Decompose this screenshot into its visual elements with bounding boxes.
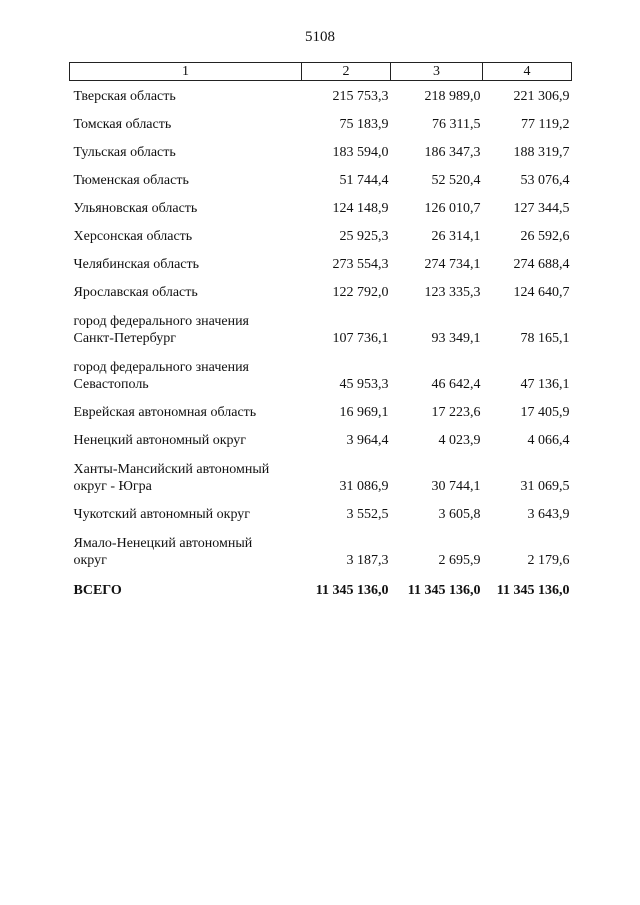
region-name-line-1: Ямало-Ненецкий автономный (73, 536, 253, 551)
region-name: Еврейская автономная область (73, 405, 257, 420)
value-col-3: 4 023,9 (438, 433, 481, 448)
total-col-4: 11 345 136,0 (496, 583, 570, 598)
value-col-4: 77 119,2 (521, 117, 570, 132)
region-name: Тульская область (73, 145, 176, 160)
region-name: Тюменская область (73, 173, 189, 188)
value-col-2: 31 086,9 (339, 479, 389, 494)
value-col-2: 45 953,3 (339, 377, 389, 392)
region-name: Тверская область (73, 89, 176, 104)
value-col-2: 122 792,0 (332, 285, 389, 300)
table-row (70, 449, 572, 495)
column-header-3: 3 (391, 63, 483, 81)
table-row (70, 495, 572, 523)
column-header-4: 4 (483, 63, 572, 81)
value-col-2: 25 925,3 (339, 229, 389, 244)
region-name: Томская область (73, 117, 172, 132)
value-col-2: 75 183,9 (339, 117, 389, 132)
value-col-2: 273 554,3 (332, 257, 389, 272)
table-total-row (70, 569, 572, 599)
value-col-3: 123 335,3 (424, 285, 481, 300)
value-col-3: 186 347,3 (424, 145, 481, 160)
value-col-4: 4 066,4 (527, 433, 570, 448)
value-col-4: 17 405,9 (520, 405, 570, 420)
region-name: Ярославская область (73, 285, 198, 300)
value-col-4: 2 179,6 (527, 553, 570, 568)
value-col-2: 3 552,5 (346, 507, 389, 522)
value-col-2: 107 736,1 (332, 331, 389, 346)
table-row (70, 81, 572, 106)
value-col-4: 3 643,9 (527, 507, 570, 522)
value-col-2: 3 187,3 (346, 553, 389, 568)
table-row (70, 133, 572, 161)
region-name: Ульяновская область (73, 201, 198, 216)
table-row (70, 523, 572, 569)
value-col-3: 17 223,6 (431, 405, 481, 420)
value-col-2: 16 969,1 (339, 405, 389, 420)
region-name-line-1: город федерального значения (73, 314, 249, 329)
value-col-4: 53 076,4 (520, 173, 570, 188)
page-number: 5108 (305, 29, 335, 45)
value-col-2: 51 744,4 (339, 173, 389, 188)
table-row (70, 347, 572, 393)
table-row (70, 189, 572, 217)
value-col-3: 46 642,4 (431, 377, 481, 392)
value-col-4: 26 592,6 (520, 229, 570, 244)
value-col-3: 52 520,4 (431, 173, 481, 188)
region-name (70, 347, 302, 393)
region-name-line-1: город федерального значения (73, 360, 249, 375)
column-header-1: 1 (70, 63, 302, 81)
value-col-2: 124 148,9 (332, 201, 389, 216)
value-col-4: 47 136,1 (520, 377, 570, 392)
value-col-3: 76 311,5 (432, 117, 481, 132)
value-col-3: 30 744,1 (431, 479, 481, 494)
total-label: ВСЕГО (73, 583, 122, 598)
region-name-line-2: округ (73, 553, 107, 568)
value-col-2: 183 594,0 (332, 145, 389, 160)
region-name-line-2: Санкт-Петербург (73, 331, 176, 346)
region-name (70, 301, 302, 347)
value-col-4: 274 688,4 (513, 257, 570, 272)
table-row (70, 245, 572, 273)
value-col-2: 3 964,4 (346, 433, 389, 448)
value-col-4: 31 069,5 (520, 479, 570, 494)
total-col-2: 11 345 136,0 (315, 583, 389, 598)
total-col-3: 11 345 136,0 (407, 583, 481, 598)
region-name-line-2: Севастополь (73, 377, 149, 392)
region-name-line-1: Ханты-Мансийский автономный (73, 462, 270, 477)
region-name (70, 449, 302, 495)
value-col-3: 26 314,1 (431, 229, 481, 244)
value-col-4: 124 640,7 (513, 285, 570, 300)
value-col-4: 221 306,9 (513, 89, 570, 104)
value-col-3: 2 695,9 (438, 553, 481, 568)
value-col-3: 126 010,7 (424, 201, 481, 216)
table-row (70, 421, 572, 449)
region-name-line-2: округ - Югра (73, 479, 152, 494)
table-row (70, 301, 572, 347)
column-header-2: 2 (302, 63, 391, 81)
value-col-3: 218 989,0 (424, 89, 481, 104)
table-row (70, 105, 572, 133)
value-col-4: 188 319,7 (513, 145, 570, 160)
table-row (70, 273, 572, 301)
region-name: Ненецкий автономный округ (73, 433, 247, 448)
value-col-3: 93 349,1 (431, 331, 481, 346)
region-name (70, 523, 302, 569)
region-name: Чукотский автономный округ (73, 507, 251, 522)
value-col-3: 274 734,1 (424, 257, 481, 272)
value-col-4: 78 165,1 (520, 331, 570, 346)
value-col-3: 3 605,8 (438, 507, 481, 522)
table-row (70, 393, 572, 421)
data-table (69, 62, 572, 599)
table-header-row (70, 63, 572, 81)
region-name: Челябинская область (73, 257, 199, 272)
region-name: Херсонская область (73, 229, 193, 244)
value-col-2: 215 753,3 (332, 89, 389, 104)
table-row (70, 161, 572, 189)
value-col-4: 127 344,5 (513, 201, 570, 216)
table-row (70, 217, 572, 245)
